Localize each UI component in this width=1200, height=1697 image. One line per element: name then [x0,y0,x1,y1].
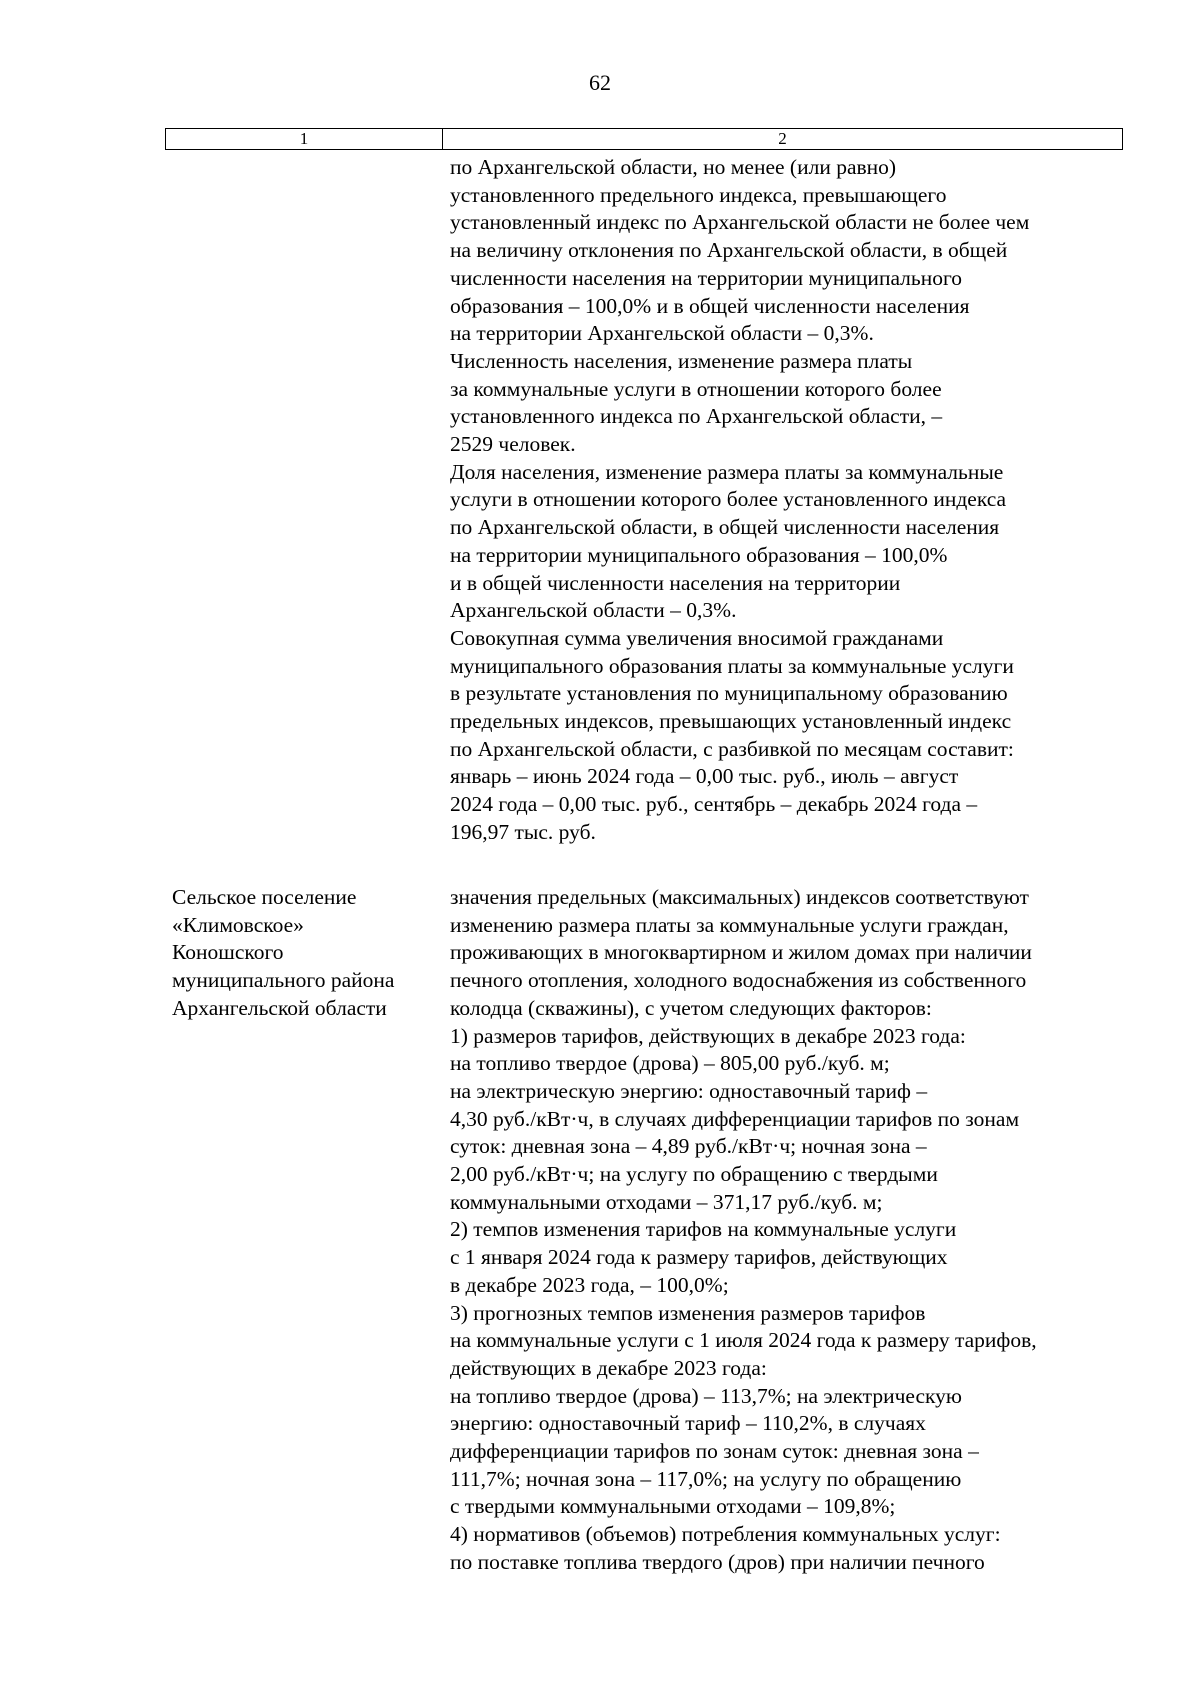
name-line: Коношского [172,940,284,965]
block2-text [450,884,1037,1577]
text-line: дифференциации тарифов по зонам суток: дневная зона – [450,1439,979,1464]
text-line: 2024 года – 0,00 тыс. руб., сентябрь – декабрь 2024 года – [450,792,978,817]
text-line: 111,7%; ночная зона – 117,0%; на услугу по обращению [450,1466,962,1491]
text-line: на топливо твердое (дрова) – 805,00 руб./куб. м; [450,1051,890,1076]
name-line: Сельское поселение [172,885,357,909]
text-line: 2) темпов изменения тарифов на коммунальные услуги [450,1217,957,1242]
text-line: муниципального образования платы за коммунальные услуги [450,653,1014,678]
text-line: январь – июнь 2024 года – 0,00 тыс. руб., июль – август [450,764,959,789]
text-line: энергию: одноставочный тариф – 110,2%, в случаях [450,1411,926,1436]
text-line: Численность населения, изменение размера платы [450,348,913,373]
text-line: значения предельных (максимальных) индексов соответствуют [450,885,1029,909]
text-line: на топливо твердое (дрова) – 113,7%; на электрическую [450,1383,962,1408]
text-line: на величину отклонения по Архангельской области, в общей [450,238,1008,263]
text-line: и в общей численности населения на территории [450,570,901,595]
text-line: по Архангельской области, но менее (или равно) [450,155,897,179]
text-line: в результате установления по муниципальному образованию [450,681,1008,706]
text-line: за коммунальные услуги в отношении которого более [450,376,942,401]
text-line: численности населения на территории муниципального [450,265,963,290]
text-line: 196,97 тыс. руб. [450,819,596,844]
text-line: услуги в отношении которого более установленного индекса [450,487,1007,512]
text-line: изменению размера платы за коммунальные услуги граждан, [450,912,1009,937]
text-line: 4,30 руб./кВт·ч, в случаях дифференциации тарифов по зонам [450,1106,1020,1131]
text-line: Архангельской области – 0,3%. [450,598,737,623]
text-line: колодца (скважины), с учетом следующих факторов: [450,995,932,1020]
text-line: действующих в декабре 2023 года: [450,1355,767,1380]
text-line: с 1 января 2024 года к размеру тарифов, действующих [450,1245,948,1270]
text-line: на коммунальные услуги с 1 июля 2024 года к размеру тарифов, [450,1328,1037,1353]
text-line: установленный индекс по Архангельской области не более чем [450,210,1030,235]
text-line: Доля населения, изменение размера платы за коммунальные [450,459,1004,484]
text-line: 2,00 руб./кВт·ч; на услугу по обращению с твердыми [450,1162,938,1187]
text-line: 2529 человек. [450,432,576,457]
block1-text [450,154,1029,847]
table-header-row [165,128,1123,150]
text-line: печного отопления, холодного водоснабжения из собственного [450,968,1027,993]
text-line: в декабре 2023 года, – 100,0%; [450,1272,729,1297]
name-line: «Климовское» [172,912,304,937]
text-line: коммунальными отходами – 371,17 руб./куб. м; [450,1189,883,1214]
text-line: на территории муниципального образования – 100,0% [450,542,948,567]
text-line: 4) нормативов (объемов) потребления коммунальных услуг: [450,1522,1001,1547]
text-line: образования – 100,0% и в общей численности населения [450,293,970,318]
text-line: на территории Архангельской области – 0,3%. [450,321,874,346]
text-line: установленного индекса по Архангельской области, – [450,404,943,429]
text-line: установленного предельного индекса, превышающего [450,182,947,207]
text-line: суток: дневная зона – 4,89 руб./кВт·ч; ночная зона – [450,1134,927,1159]
text-line: с твердыми коммунальными отходами – 109,8%; [450,1494,896,1519]
text-line: по Архангельской области, в общей численности населения [450,515,1000,540]
page-number: 62 [589,70,611,95]
municipality-name [172,884,394,1023]
name-line: муниципального района [172,968,395,993]
text-line: по Архангельской области, с разбивкой по месяцам составит: [450,736,1014,761]
text-line: по поставке топлива твердого (дров) при наличии печного [450,1549,985,1574]
text-line: 3) прогнозных темпов изменения размеров тарифов [450,1300,926,1325]
text-line: предельных индексов, превышающих установленный индекс [450,709,1012,734]
table-header-col2: 2 [778,129,787,148]
table-header-col1: 1 [166,129,443,149]
text-line: Совокупная сумма увеличения вносимой гражданами [450,625,944,650]
name-line: Архангельской области [172,995,387,1020]
text-line: 1) размеров тарифов, действующих в декабре 2023 года: [450,1023,966,1048]
text-line: проживающих в многоквартирном и жилом домах при наличии [450,940,1032,965]
text-line: на электрическую энергию: одноставочный тариф – [450,1078,928,1103]
